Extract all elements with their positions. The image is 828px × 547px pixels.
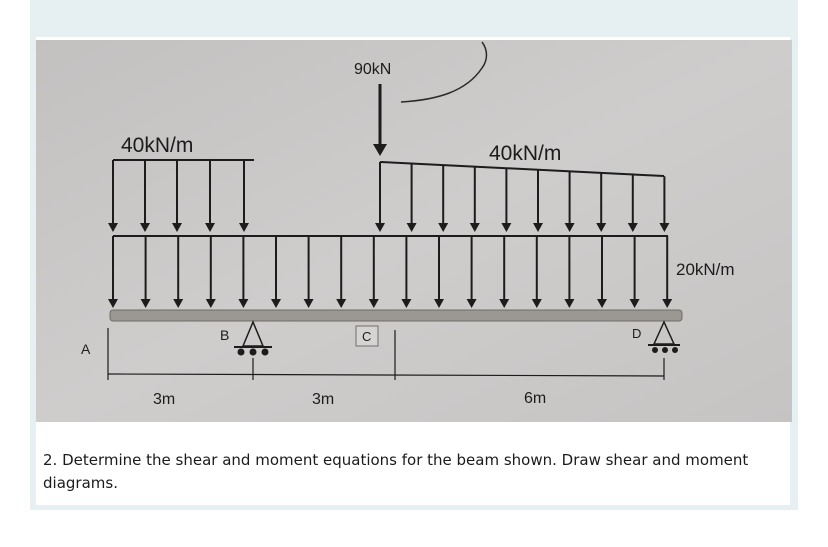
span-label-ab: 3m (153, 391, 176, 408)
point-label-a: A (81, 341, 91, 357)
point-label-b: B (220, 327, 230, 343)
point-load-label: 90kN (354, 61, 392, 78)
point-label-c: C (362, 329, 372, 344)
paper-background (36, 40, 792, 422)
udl-left-label: 40kN/m (121, 134, 194, 157)
span-label-bc: 3m (312, 391, 335, 408)
udl-base-label: 20kN/m (676, 260, 735, 279)
beam-diagram (36, 40, 792, 422)
udl-right-label: 40kN/m (489, 142, 562, 165)
point-label-d: D (632, 326, 642, 341)
beam-diagram-photo (36, 40, 792, 422)
span-label-cd: 6m (524, 390, 547, 407)
beam (110, 310, 682, 321)
question-text: 2. Determine the shear and moment equations for the beam shown. Draw shear and moment diagrams. (43, 451, 749, 492)
